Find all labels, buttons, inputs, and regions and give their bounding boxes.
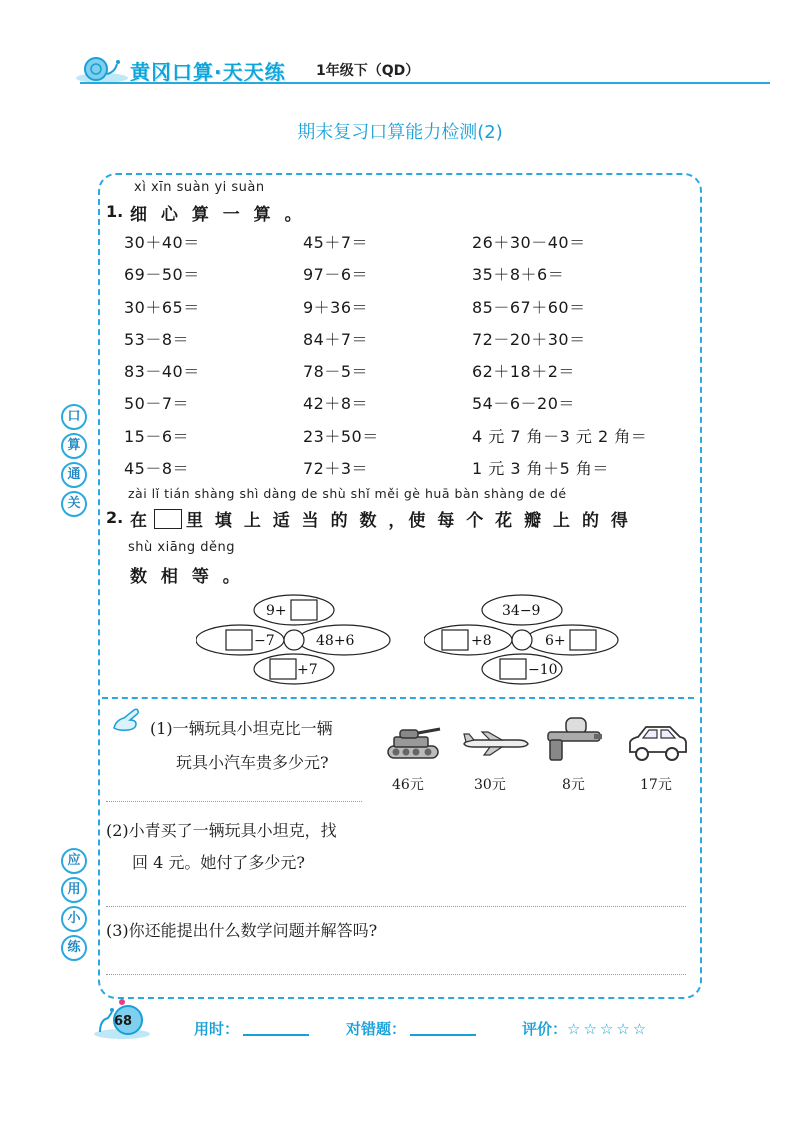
math-expression: 83－40＝ bbox=[124, 362, 200, 382]
time-label: 用时： bbox=[194, 1020, 240, 1038]
side-char: 算 bbox=[61, 433, 87, 459]
q1-number: 1. bbox=[106, 202, 124, 221]
answer-line bbox=[106, 801, 362, 802]
rating-label: 评价： bbox=[522, 1020, 568, 1038]
math-expression: 4 元 7 角－3 元 2 角＝ bbox=[472, 426, 648, 446]
q2-heading bbox=[130, 506, 631, 531]
applied-q2-line2: 回 4 元。她付了多少元? bbox=[132, 853, 305, 872]
answer-line bbox=[106, 974, 686, 975]
q1-heading: 细 心 算 一 算 。 bbox=[130, 205, 306, 225]
time-blank[interactable] bbox=[243, 1020, 309, 1036]
math-expression: 78－5＝ bbox=[303, 362, 369, 382]
math-expression: 54－6－20＝ bbox=[472, 394, 575, 414]
math-expression: 30＋40＝ bbox=[124, 233, 200, 252]
applied-q1-line1: (1)一辆玩具小坦克比一辆 bbox=[150, 719, 333, 738]
math-expression: 45＋7＝ bbox=[303, 233, 369, 252]
q1-column-2 bbox=[303, 230, 379, 488]
side-char: 用 bbox=[61, 877, 87, 903]
rating-stars[interactable]: ☆☆☆☆☆ bbox=[567, 1020, 650, 1038]
q2-heading-b: 里 填 上 适 当 的 数 ，使 每 个 花 瓣 上 的 得 bbox=[186, 511, 631, 531]
math-expression: 72＋3＝ bbox=[303, 459, 369, 479]
q2-heading-a: 在 bbox=[130, 511, 150, 531]
math-expression: 35＋8＋6＝ bbox=[472, 265, 565, 285]
toy-price: 8元 bbox=[562, 777, 585, 793]
answer-line bbox=[106, 906, 686, 907]
brand-title: 黄冈口算·天天练 bbox=[130, 60, 286, 84]
flower1-bottom-text: +7 bbox=[297, 662, 318, 678]
applied-q3: (3)你还能提出什么数学问题并解答吗? bbox=[106, 921, 378, 940]
side-label-apply bbox=[62, 848, 86, 961]
grade-label: 1年级下（QD） bbox=[316, 63, 420, 79]
q1-column-1 bbox=[124, 230, 200, 488]
water-gun-icon bbox=[542, 714, 604, 764]
toy-price: 30元 bbox=[474, 777, 506, 793]
time-field bbox=[194, 1018, 309, 1039]
math-expression: 53－8＝ bbox=[124, 329, 190, 349]
snail-logo-icon bbox=[74, 50, 130, 84]
q2-pinyin-line2: shù xiāng děng bbox=[128, 540, 236, 555]
toy-price: 17元 bbox=[640, 777, 672, 793]
side-label-calc bbox=[62, 404, 86, 517]
rating-field bbox=[522, 1018, 649, 1039]
flower2-bottom-text: −10 bbox=[528, 662, 558, 678]
math-expression: 69－50＝ bbox=[124, 265, 200, 285]
toy-price: 46元 bbox=[392, 777, 424, 793]
flower1-right-text: 48+6 bbox=[316, 633, 355, 649]
math-expression: 30＋65＝ bbox=[124, 297, 200, 317]
flower1-left-text: −7 bbox=[254, 633, 275, 649]
header-divider bbox=[80, 82, 770, 84]
flower1-top-text: 9+ bbox=[266, 603, 287, 619]
page-number: 68 bbox=[114, 1014, 133, 1029]
applied-q2-line1: (2)小青买了一辆玩具小坦克，找 bbox=[106, 821, 337, 840]
math-expression: 26＋30－40＝ bbox=[472, 233, 586, 252]
flower2-right-text: 6+ bbox=[545, 633, 566, 649]
math-expression: 72－20＋30＝ bbox=[472, 329, 586, 349]
math-expression: 42＋8＝ bbox=[303, 394, 369, 414]
math-expression: 62＋18＋2＝ bbox=[472, 362, 575, 382]
q2-number: 2. bbox=[106, 508, 124, 527]
answer-box-sample bbox=[154, 509, 182, 529]
car-icon bbox=[624, 720, 690, 764]
math-expression: 97－6＝ bbox=[303, 265, 369, 285]
pointer-hand-icon bbox=[110, 706, 144, 734]
math-expression: 50－7＝ bbox=[124, 394, 190, 414]
errors-blank[interactable] bbox=[410, 1020, 476, 1036]
flower2-left-text: +8 bbox=[471, 633, 492, 649]
math-expression: 45－8＝ bbox=[124, 459, 190, 479]
q2-heading-line2: 数 相 等 。 bbox=[130, 567, 244, 587]
side-char: 小 bbox=[61, 906, 87, 932]
airplane-icon bbox=[460, 730, 530, 756]
math-expression: 9＋36＝ bbox=[303, 297, 369, 317]
side-char: 通 bbox=[61, 462, 87, 488]
math-expression: 1 元 3 角＋5 角＝ bbox=[472, 459, 609, 479]
math-expression: 15－6＝ bbox=[124, 426, 190, 446]
math-expression: 85－67＋60＝ bbox=[472, 297, 586, 317]
side-char: 口 bbox=[61, 404, 87, 430]
flower-diagram-1 bbox=[196, 593, 396, 689]
tank-icon bbox=[382, 722, 444, 762]
q1-column-3 bbox=[472, 230, 647, 488]
section-divider bbox=[102, 697, 694, 699]
flower2-top-text: 34−9 bbox=[502, 603, 541, 619]
side-char: 关 bbox=[61, 491, 87, 517]
errors-label: 对错题： bbox=[346, 1020, 407, 1038]
math-expression: 84＋7＝ bbox=[303, 329, 369, 349]
side-char: 应 bbox=[61, 848, 87, 874]
q2-pinyin-line1: zài lǐ tián shàng shì dàng de shù shǐ měi gè huā bàn shàng de dé bbox=[128, 486, 567, 501]
math-expression: 23＋50＝ bbox=[303, 426, 379, 446]
q1-pinyin: xì xīn suàn yi suàn bbox=[134, 180, 265, 195]
errors-field bbox=[346, 1018, 476, 1039]
page-title: 期末复习口算能力检测(2) bbox=[297, 122, 503, 143]
side-char: 练 bbox=[61, 935, 87, 961]
flower-diagram-2 bbox=[424, 593, 624, 689]
applied-q1-line2: 玩具小汽车贵多少元? bbox=[176, 753, 329, 772]
